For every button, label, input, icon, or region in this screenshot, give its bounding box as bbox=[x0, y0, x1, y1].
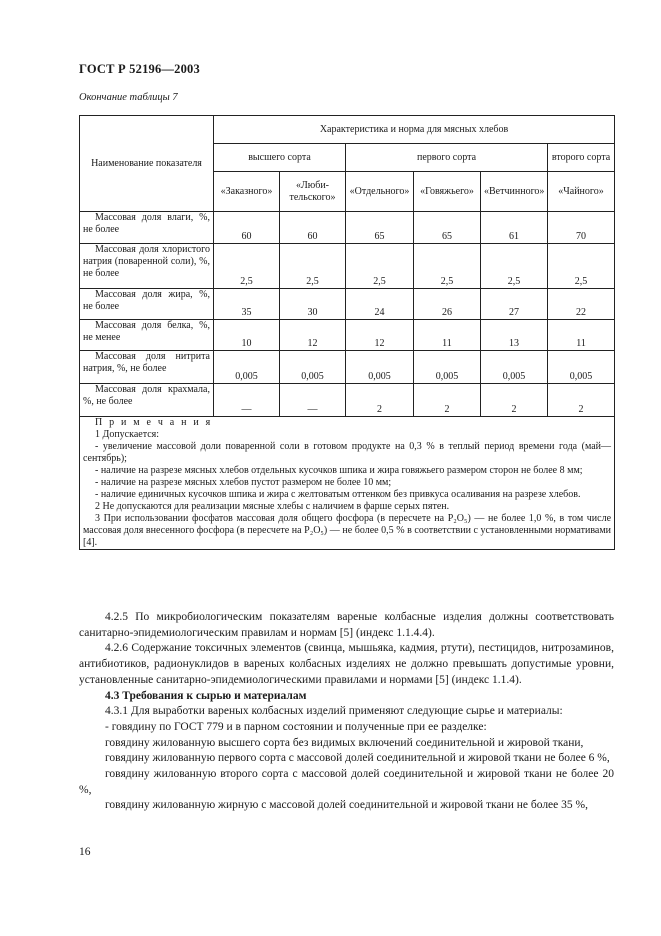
table-cell: 65 bbox=[346, 212, 414, 244]
table-cell: 2,5 bbox=[548, 244, 615, 289]
note-line: - наличие на разрезе мясных хлебов пустот размером не более 10 мм; bbox=[95, 477, 392, 488]
note-line: 3 При использовании фосфатов массовая доля общего фосфора (в пересчете на P₂O₅) — не более 1,0 %, в том числе массовая доля внесенного фосфора (в пересчете на P₂O₅) — не более 0,5 % в соответствии с установленными нормативами [4]. bbox=[83, 513, 612, 548]
table-caption: Окончание таблицы 7 bbox=[79, 92, 178, 103]
paragraph: говядину жилованную первого сорта с массовой долей соединительной и жировой ткани не более 6 %, bbox=[105, 752, 610, 765]
table-row bbox=[80, 351, 615, 384]
section-heading: 4.3 Требования к сырью и материалам bbox=[105, 689, 307, 702]
table-cell: 2,5 bbox=[280, 244, 346, 289]
table-cell: 2,5 bbox=[214, 244, 280, 289]
grade-header-premium: высшего сорта bbox=[214, 144, 346, 172]
table-cell: 2 bbox=[481, 384, 548, 417]
product-header: «Чайного» bbox=[548, 172, 615, 212]
row-label: Массовая доля влаги, %, не более bbox=[80, 212, 214, 244]
paragraph: 4.2.5 По микробиологическим показателям вареные колбасные изделия должны соответствовать санитарно-эпидемиологическим правилам и нормам [5] (индекс 1.1.4.4). bbox=[79, 611, 614, 639]
table-cell: 11 bbox=[414, 320, 481, 351]
product-header: «Ветчинного» bbox=[481, 172, 548, 212]
grade-header-first: первого сорта bbox=[346, 144, 548, 172]
note-line: - наличие на разрезе мясных хлебов отдельных кусочков шпика и жира говяжьего размером сторон не более 8 мм; bbox=[95, 465, 583, 476]
table-cell: 12 bbox=[280, 320, 346, 351]
table-cell: 61 bbox=[481, 212, 548, 244]
table-cell: 2 bbox=[548, 384, 615, 417]
paragraph: говядину жилованную высшего сорта без видимых включений соединительной и жировой ткани, bbox=[105, 736, 584, 749]
table-row bbox=[80, 384, 615, 417]
table-cell: 30 bbox=[280, 289, 346, 320]
row-label: Массовая доля нитрита натрия, %, не более bbox=[80, 351, 214, 384]
table-cell: 2,5 bbox=[414, 244, 481, 289]
table-cell: 10 bbox=[214, 320, 280, 351]
table-cell: 24 bbox=[346, 289, 414, 320]
column-group-header: Характеристика и норма для мясных хлебов bbox=[214, 116, 615, 144]
row-label: Массовая доля крахмала, %, не более bbox=[80, 384, 214, 417]
table-cell: 65 bbox=[414, 212, 481, 244]
row-label: Массовая доля хлористого натрия (поваренной соли), %, не более bbox=[80, 244, 214, 289]
paragraph: говядину жилованную жирную с массовой долей соединительной и жировой ткани не более 35 %, bbox=[105, 799, 588, 812]
note-line: - увеличение массовой доли поваренной соли в готовом продукте на 0,3 % в теплый период времени года (май—сентябрь); bbox=[83, 441, 612, 464]
document-header: ГОСТ Р 52196—2003 bbox=[79, 62, 200, 76]
table-cell: 12 bbox=[346, 320, 414, 351]
column-header-indicator: Наименование показателя bbox=[80, 116, 214, 212]
table-cell: 13 bbox=[481, 320, 548, 351]
paragraph: - говядину по ГОСТ 779 и в парном состоянии и полученные при ее разделке: bbox=[105, 720, 487, 733]
table-cell: 27 bbox=[481, 289, 548, 320]
note-line: 1 Допускается: bbox=[95, 429, 160, 440]
table-cell: 0,005 bbox=[414, 351, 481, 384]
grade-header-second: второго сорта bbox=[548, 144, 615, 172]
table-cell: 0,005 bbox=[481, 351, 548, 384]
note-line: 2 Не допускаются для реализации мясные хлебы с наличием в фарше серых пятен. bbox=[95, 501, 450, 512]
paragraph: 4.2.6 Содержание токсичных элементов (свинца, мышьяка, кадмия, ртути), пестицидов, нитрозаминов, антибиотиков, радионуклидов в вареных колбасных изделиях не должно превышать допустимые уровни, установленные санитарно-эпидемиологическими правилами и нормами [5] (индекс 1.1.4). bbox=[79, 642, 614, 686]
paragraph: говядину жилованную второго сорта с массовой долей соединительной и жировой ткани не более 20 %, bbox=[79, 768, 614, 796]
table-cell: 0,005 bbox=[214, 351, 280, 384]
table-cell: 60 bbox=[214, 212, 280, 244]
product-header: «Люби-тельского» bbox=[280, 172, 346, 212]
table-cell: 26 bbox=[414, 289, 481, 320]
paragraph: 4.3.1 Для выработки вареных колбасных изделий применяют следующие сырье и материалы: bbox=[105, 705, 563, 718]
page-number: 16 bbox=[79, 846, 91, 858]
table-cell: 70 bbox=[548, 212, 615, 244]
table-cell: 11 bbox=[548, 320, 615, 351]
table-row bbox=[80, 212, 615, 244]
product-header: «Говяжьего» bbox=[414, 172, 481, 212]
table-cell: 0,005 bbox=[346, 351, 414, 384]
note-line: - наличие единичных кусочков шпика и жира с желтоватым оттенком без привкуса осаливания на разрезе хлебов. bbox=[95, 489, 581, 500]
table-row bbox=[80, 244, 615, 289]
table-cell: 2,5 bbox=[346, 244, 414, 289]
table-cell: — bbox=[280, 384, 346, 417]
table-cell: — bbox=[214, 384, 280, 417]
table-row bbox=[80, 289, 615, 320]
row-label: Массовая доля жира, %, не более bbox=[80, 289, 214, 320]
body-text bbox=[79, 610, 614, 814]
table-cell: 2,5 bbox=[481, 244, 548, 289]
table-cell: 0,005 bbox=[280, 351, 346, 384]
product-header: «Заказного» bbox=[214, 172, 280, 212]
norms-table bbox=[79, 115, 615, 550]
table-cell: 22 bbox=[548, 289, 615, 320]
table-notes bbox=[80, 417, 615, 550]
table-cell: 35 bbox=[214, 289, 280, 320]
table-row bbox=[80, 320, 615, 351]
row-label: Массовая доля белка, %, не менее bbox=[80, 320, 214, 351]
notes-title: П р и м е ч а н и я bbox=[95, 417, 213, 428]
table-cell: 0,005 bbox=[548, 351, 615, 384]
product-header: «Отдельного» bbox=[346, 172, 414, 212]
table-cell: 60 bbox=[280, 212, 346, 244]
table-cell: 2 bbox=[346, 384, 414, 417]
table-cell: 2 bbox=[414, 384, 481, 417]
